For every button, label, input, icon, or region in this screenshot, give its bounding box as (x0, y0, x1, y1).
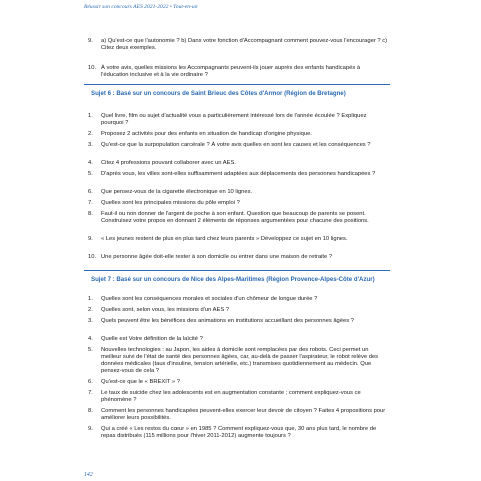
question-number: 9. (88, 426, 93, 432)
question-text: Une personne âgée doit-elle rester à son domicile ou entrer dans une maison de retraite ? (101, 254, 333, 260)
question-item (88, 160, 388, 167)
question-item (88, 211, 388, 225)
question-item (88, 38, 388, 52)
question-number: 9. (88, 236, 93, 242)
question-text: Proposez 2 activités pour des enfants en situation de handicap d'origine physique. (101, 131, 312, 137)
question-item (88, 131, 388, 138)
question-item (88, 113, 388, 127)
question-number: 6. (88, 379, 93, 385)
question-text: Nouvelles technologies : au Japon, les aides à domicile sont remplacées par des robots. Ceci permet un meilleur suivi de l'état de santé des personnes âgées, car, au-delà de passer l'aspirateur, le robot relève des données médicales (taux d'insuline, tension artérielle, etc.) transmises quotidiennement au médecin. Que pensez-vous de cela ? (101, 347, 379, 375)
question-number: 1. (88, 113, 93, 119)
page-number: 142 (84, 472, 93, 478)
running-header: Réussir son concours AES 2021-2022 • Tout-en-un (84, 4, 198, 10)
question-text: À votre avis, quelles missions les Accompagnants peuvent-ils jouer auprès des enfants handicapés à l'éducation inclusive et à la vie ordinaire ? (101, 65, 361, 79)
question-item (88, 390, 388, 404)
question-text: a) Qu'est-ce que l'autonomie ? b) Dans votre fonction d'Accompagnant comment pouvez-vous l'encourager ? c) Citez deux exemples. (101, 38, 388, 52)
question-text: Qu'est-ce que la surpopulation carcérale ? À votre avis quelles en sont les causes et les conséquences ? (101, 142, 371, 148)
question-item (88, 171, 388, 178)
section-title: Sujet 6 : Basé sur un concours de Saint Brieuc des Côtes d'Armor (Région de Bretagne) (91, 90, 346, 97)
question-number: 6. (88, 189, 93, 195)
question-item (88, 379, 388, 386)
question-number: 7. (88, 200, 93, 206)
section-title: Sujet 7 : Basé sur un concours de Nice des Alpes-Maritimes (Région Provence-Alpes-Côte d'Azur) (91, 276, 375, 283)
question-item (88, 236, 388, 243)
question-item (88, 200, 388, 207)
question-number: 2. (88, 131, 93, 137)
question-text: Qu'est-ce que le « BREXIT » ? (101, 379, 180, 385)
question-text: Qui a créé « Les restos du cœur » en 1985 ? Comment expliquez-vous que, 30 ans plus tard, le nombre de repas distribués (115 millions pour l'hiver 2011-2012) augmente toujours ? (101, 426, 377, 440)
question-number: 8. (88, 408, 93, 414)
question-item (88, 318, 388, 325)
section-rule (84, 270, 390, 271)
question-text: Que pensez-vous de la cigarette électronique en 10 lignes. (101, 189, 253, 195)
question-number: 7. (88, 390, 93, 396)
question-text: Quel livre, film ou sujet d'actualité vous a particulièrement intéressé lors de l'année écoulée ? Expliquez pourquoi ? (101, 113, 367, 127)
question-number: 4. (88, 160, 93, 166)
question-number: 3. (88, 318, 93, 324)
question-number: 10. (88, 254, 97, 260)
question-text: « Les jeunes restent de plus en plus tard chez leurs parents » Développez ce sujet en 10 lignes. (101, 236, 348, 242)
question-number: 8. (88, 211, 93, 217)
question-text: Quelles sont les principales missions du pôle emploi ? (101, 200, 240, 206)
question-text: Citez 4 professions pouvant collaborer avec un AES. (101, 160, 237, 166)
question-item (88, 347, 388, 375)
question-text: Quelles sont les conséquences morales et sociales d'un chômeur de longue durée ? (101, 296, 318, 302)
question-number: 2. (88, 307, 93, 313)
question-number: 5. (88, 171, 93, 177)
question-item (88, 426, 388, 440)
question-number: 9. (88, 38, 93, 44)
question-text: Quels peuvent être les bénéfices des animations en institutions accueillant des personnes âgées ? (101, 318, 354, 324)
question-item (88, 307, 388, 314)
question-item (88, 189, 388, 196)
question-number: 4. (88, 336, 93, 342)
question-item (88, 254, 388, 261)
question-text: Quelle est Votre définition de la laïcité ? (101, 336, 203, 342)
question-number: 5. (88, 347, 93, 353)
question-item (88, 336, 388, 343)
question-text: Comment les personnes handicapées peuvent-elles exercer leur devoir de citoyen ? Faites 4 propositions pour améliorer leurs possibilités. (101, 408, 386, 422)
question-text: Faut-il ou non donner de l'argent de poche à son enfant. Question que beaucoup de parents se posent. Construisez votre propos en donnant 2 éléments de réponses argumentées pour chacune des positions. (101, 211, 369, 225)
question-item (88, 408, 388, 422)
question-item (88, 296, 388, 303)
question-number: 1. (88, 296, 93, 302)
question-text: Le taux de suicide chez les adolescents est en augmentation constante ; comment expliquez-vous ce phénomène ? (101, 390, 361, 404)
section-rule (84, 84, 390, 85)
question-text: Quelles sont, selon vous, les missions d'un AES ? (101, 307, 230, 313)
question-text: D'après vous, les villes sont-elles suffisamment adaptées aux déplacements des personnes handicapées ? (101, 171, 376, 177)
question-number: 10. (88, 65, 97, 71)
question-number: 3. (88, 142, 93, 148)
question-item (88, 142, 388, 149)
question-item (88, 65, 388, 79)
